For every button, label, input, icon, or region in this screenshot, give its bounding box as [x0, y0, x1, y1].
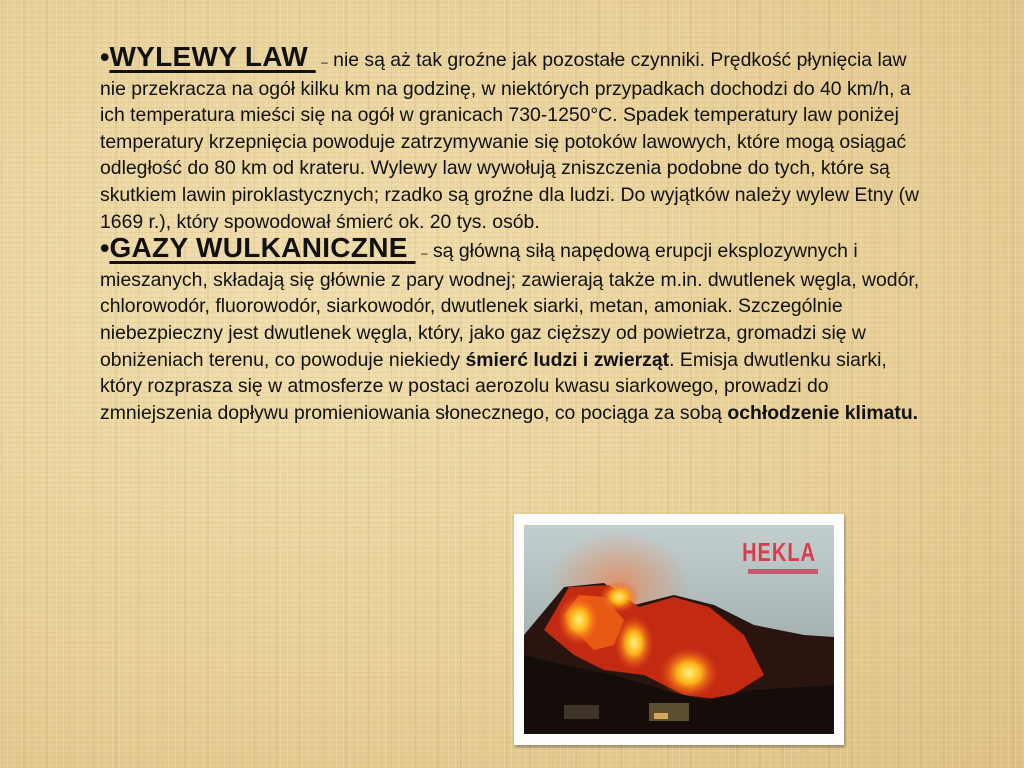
photo-caption: HEKLA — [742, 539, 816, 568]
lava-flows-text: nie są aż tak groźne jak pozostałe czynniki. Prędkość płynięcia law nie przekracza na ogół kilku km na godzinę, w niektórych przypadkach dochodzi do 40 km/h, a ich temperatura mieści się na ogół w granicach 730-1250°C. Spadek temperatury law poniżej temperatury krzepnięcia powoduje zatrzymywanie się potoków lawowych, które mogą osiągać odległość do 80 km od krateru. Wylewy law wywołują zniszczenia podobne do tych, które są skutkiem lawin piroklastycznych; rzadko są groźne dla ludzi. Do wyjątków należy wylew Etny (w 1669 r.), który spowodował śmierć ok. 20 tys. osób. — [100, 49, 920, 233]
bullet-icon: • — [100, 233, 110, 264]
volcanic-gases-bold-2: ochłodzenie klimatu. — [727, 401, 919, 424]
section-volcanic-gases — [100, 232, 922, 426]
volcanic-gases-text-2: . Emisja dwutlenku siarki, który rozprasza się w atmosferze w postaci aerozolu kwasu siarkowego, prowadzi do zmniejszenia dopływu promieniowania słonecznego, co pociąga za sobą — [100, 348, 887, 424]
section-lava-flows — [100, 41, 922, 235]
slide-text-body — [100, 41, 922, 426]
dash: – — [321, 55, 328, 69]
heading-volcanic-gases: GAZY WULKANICZNE — [109, 232, 408, 264]
bullet-icon: • — [100, 42, 110, 72]
volcanic-gases-bold-1: śmierć ludzi i zwierząt — [465, 348, 670, 371]
heading-lava-flows: WYLEWY LAW — [109, 41, 308, 72]
photo-frame — [514, 514, 844, 745]
dash: – — [420, 246, 428, 261]
photo-subcaption-strip — [748, 569, 818, 574]
volcanic-gases-text-1: są główną siłą napędową erupcji eksplozywnych i mieszanych, składają się głównie z pary wodnej; zawierają także m.in. dwutlenek węgla, wodór, chlorowodór, fluorowodór, siarkowodór, dwutlenek siarki, metan, amoniak. Szczególnie niebezpieczny jest dwutlenek węgla, który, jako gaz cięższy od powietrza, gromadzi się w obniżeniach terenu, co powoduje niekiedy — [100, 240, 920, 371]
volcano-eruption-photo — [524, 525, 834, 734]
